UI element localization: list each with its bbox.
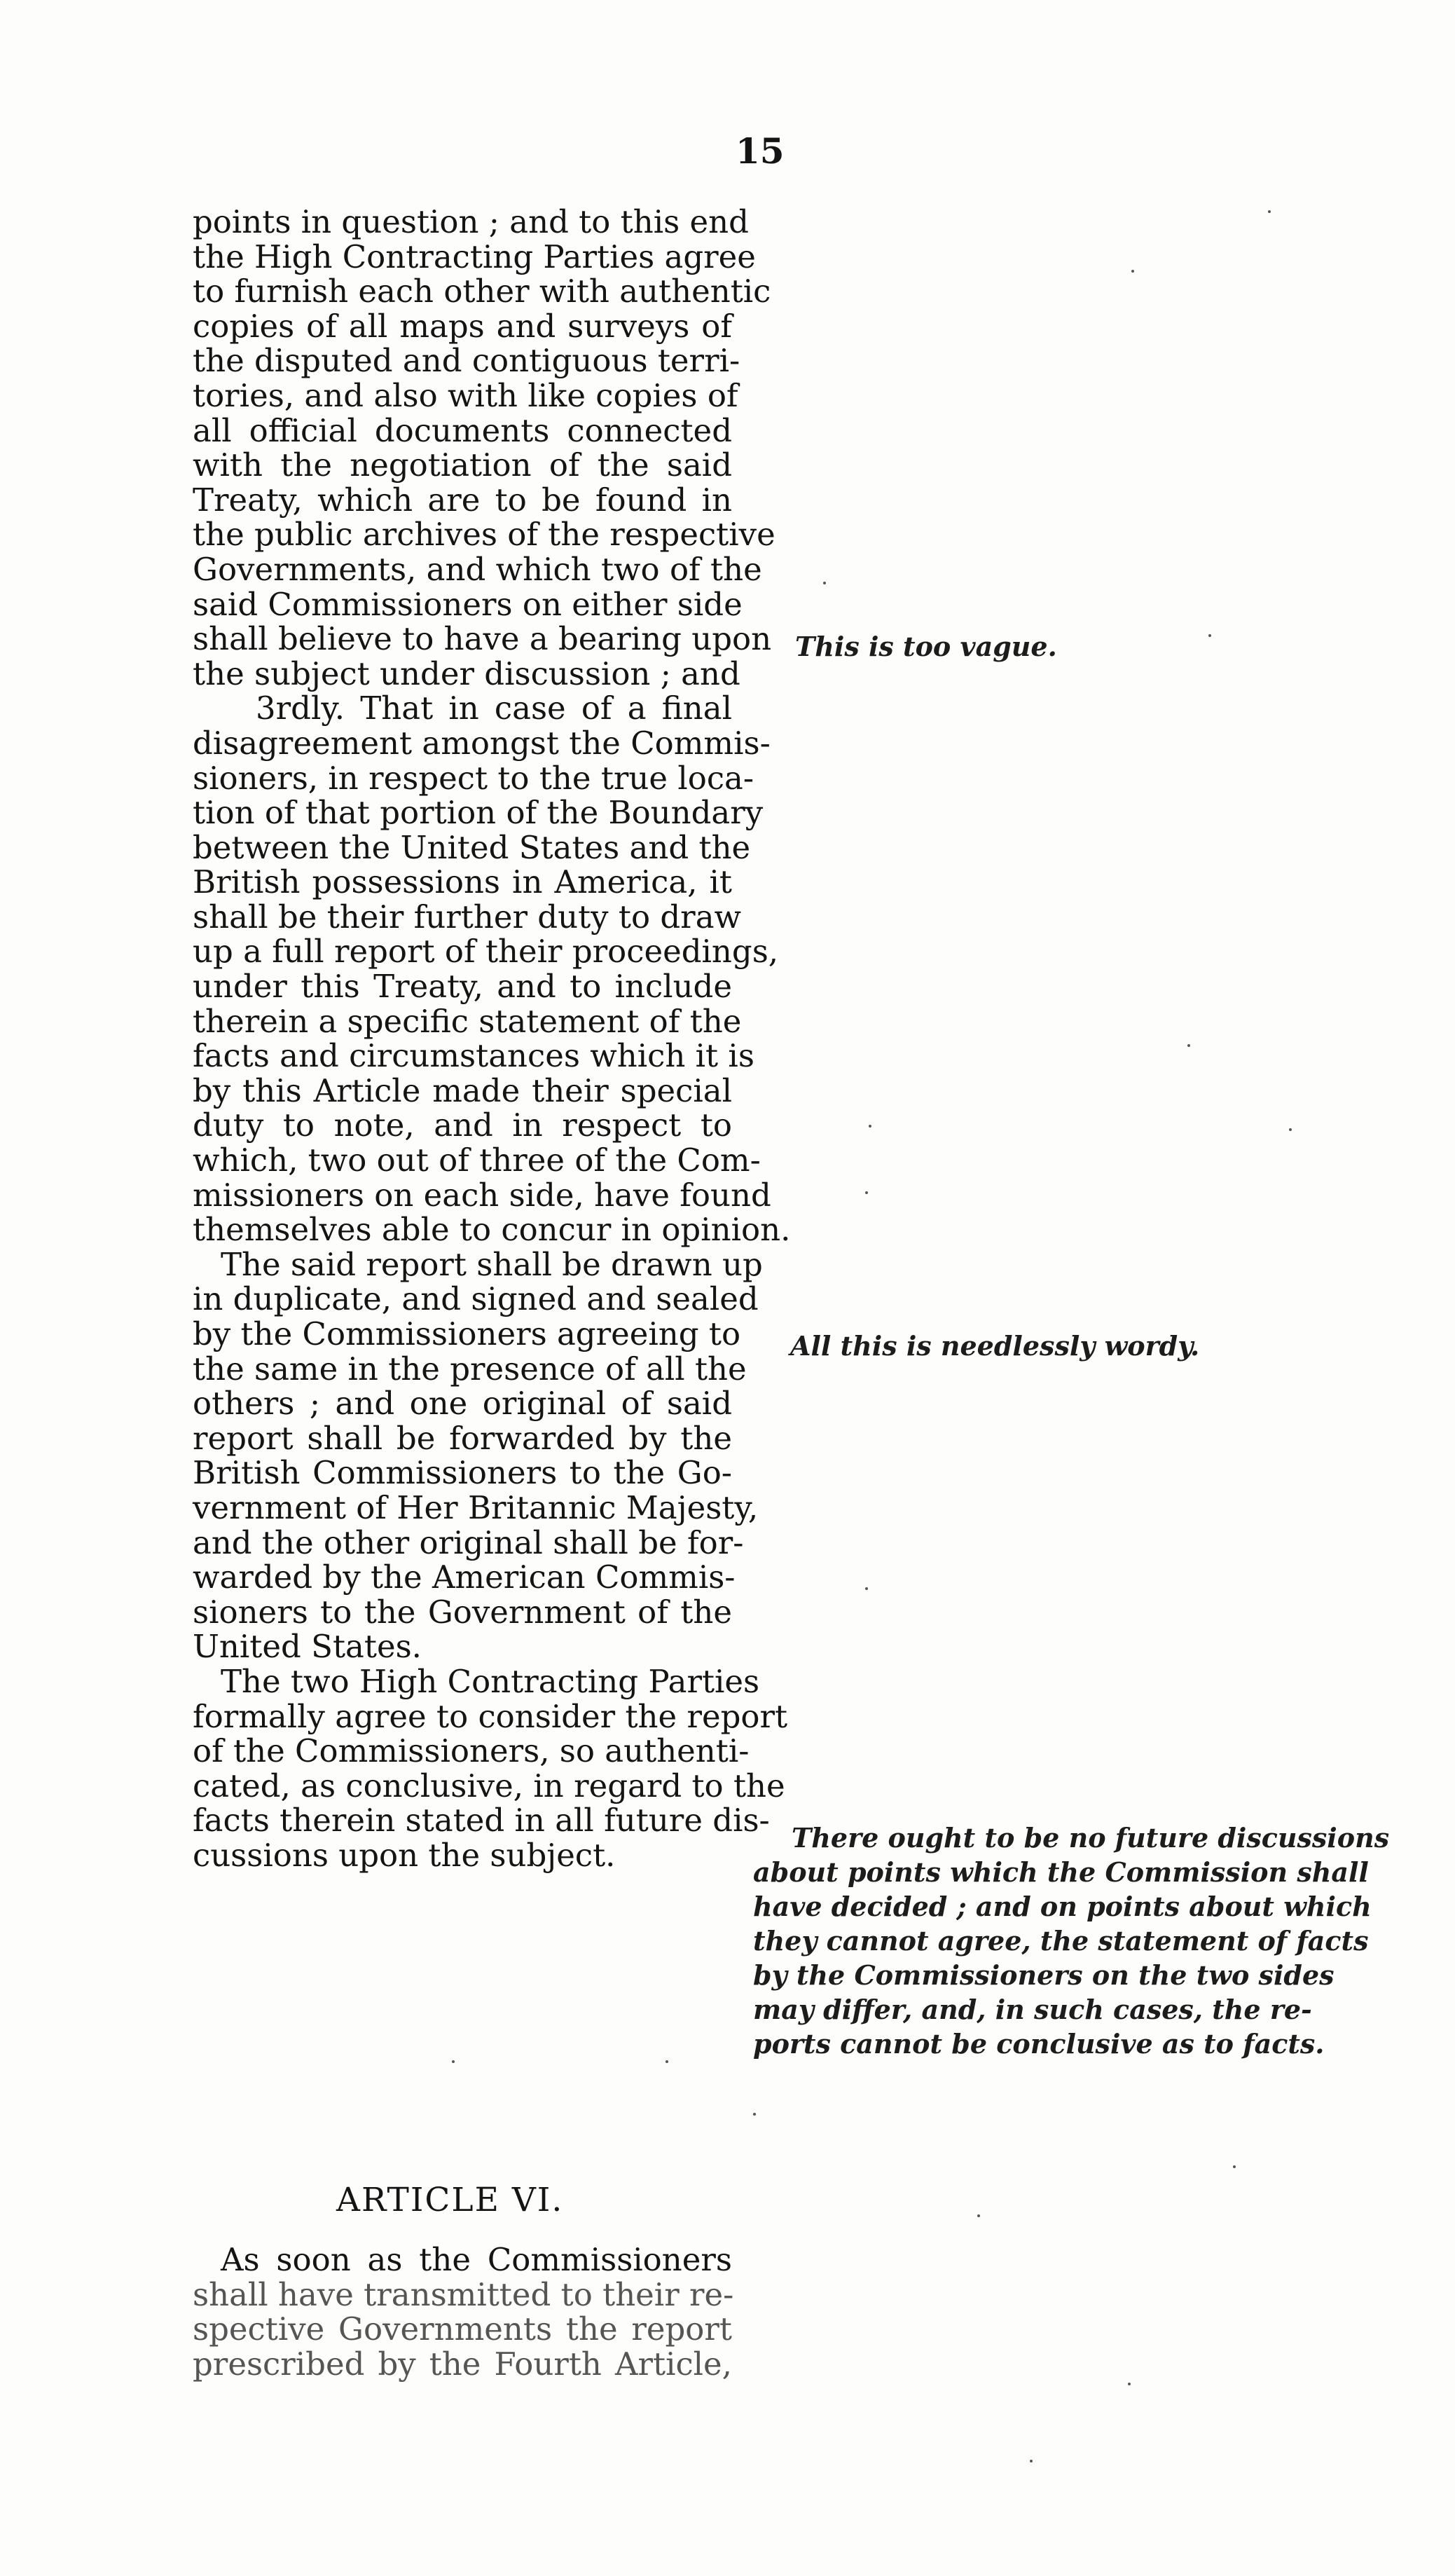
page-number: 15 (736, 130, 785, 172)
margin-note-block (753, 1821, 1390, 2061)
note-line: may differ, and, in such cases, the re- (753, 1994, 1312, 2025)
paper-speck (1268, 210, 1271, 213)
note-line: they cannot agree, the statement of facts (753, 1925, 1369, 1957)
paper-speck (865, 1587, 868, 1590)
text-line: tion of that portion of the Boundary (193, 794, 764, 832)
text-line: spective Governments the report (193, 2310, 732, 2348)
paper-speck (1030, 2460, 1033, 2462)
margin-note: This is too vague. (795, 631, 1057, 662)
text-line: tories, and also with like copies of (193, 376, 738, 414)
paper-speck (1187, 1044, 1190, 1047)
text-line: missioners on each side, have found (193, 1176, 771, 1214)
text-line: copies of all maps and surveys of (193, 307, 732, 345)
note-line: ports cannot be conclusive as to facts. (753, 2028, 1325, 2060)
text-line: cated, as conclusive, in regard to the (193, 1767, 785, 1804)
article-heading: ARTICLE VI. (336, 2181, 564, 2219)
text-line: facts and circumstances which it is (193, 1037, 754, 1075)
text-line: said Commissioners on either side (193, 585, 743, 623)
paper-speck (1128, 2383, 1131, 2385)
text-line: of the Commissioners, so authenti- (193, 1732, 750, 1770)
text-line: United States. (193, 1628, 422, 1666)
text-line: the subject under discussion ; and (193, 655, 740, 692)
text-line: up a full report of their proceedings, (193, 933, 779, 971)
text-line: the disputed and contiguous terri- (193, 342, 740, 380)
paper-speck (1131, 270, 1134, 273)
text-line: in duplicate, and signed and sealed (193, 1280, 759, 1318)
article-text-column (193, 2242, 732, 2381)
paragraph-start-line: The said report shall be drawn up (221, 1245, 763, 1283)
paper-speck (753, 2113, 756, 2116)
text-line: the High Contracting Parties agree (193, 238, 756, 275)
text-line: others ; and one original of said (193, 1385, 732, 1423)
text-line: between the United States and the (193, 828, 751, 866)
text-line: sioners to the Government of the (193, 1593, 732, 1631)
text-line: prescribed by the Fourth Article, (193, 2345, 732, 2383)
text-line: themselves able to concur in opinion. (193, 1211, 791, 1249)
text-line: British possessions in America, it (193, 863, 732, 901)
text-line: to furnish each other with authentic (193, 273, 771, 310)
note-line: about points which the Commission shall (753, 1856, 1369, 1888)
text-line: report shall be forwarded by the (193, 1419, 732, 1457)
paper-speck (869, 1125, 871, 1128)
text-line: warded by the American Commis- (193, 1558, 736, 1596)
text-line: the same in the presence of all the (193, 1350, 747, 1388)
paragraph-start-line: The two High Contracting Parties (221, 1662, 760, 1700)
text-line: duty to note, and in respect to (193, 1107, 732, 1144)
text-line: British Commissioners to the Go- (193, 1454, 732, 1492)
paper-speck (452, 2060, 455, 2063)
text-line: which, two out of three of the Com- (193, 1142, 761, 1179)
text-line: under this Treaty, and to include (193, 968, 732, 1006)
paragraph-start-line: As soon as the Commissioners (221, 2241, 732, 2278)
text-line: vernment of Her Britannic Majesty, (193, 1488, 759, 1526)
text-line: Treaty, which are to be found in (193, 481, 732, 519)
text-line: disagreement amongst the Commis- (193, 724, 771, 762)
text-line: and the other original shall be for- (193, 1523, 744, 1561)
text-line: formally agree to consider the report (193, 1697, 788, 1735)
paragraph-start-line: 3rdly. That in case of a final (256, 690, 732, 727)
note-line: There ought to be no future discussions (792, 1822, 1390, 1854)
paper-speck (1289, 1128, 1292, 1131)
text-line: by the Commissioners agreeing to (193, 1315, 741, 1352)
text-line: by this Article made their special (193, 1071, 732, 1109)
paper-speck (1208, 634, 1211, 637)
text-line: shall believe to have a bearing upon (193, 620, 772, 658)
text-line: with the negotiation of the said (193, 446, 732, 484)
paper-speck (865, 1191, 868, 1194)
note-line: have decided ; and on points about which (753, 1891, 1372, 1922)
text-line: Governments, and which two of the (193, 550, 762, 588)
text-line: facts therein stated in all future dis- (193, 1802, 770, 1839)
text-line: points in question ; and to this end (193, 203, 749, 240)
note-line: by the Commissioners on the two sides (753, 1959, 1335, 1991)
text-line: shall have transmitted to their re- (193, 2275, 734, 2313)
paper-speck (823, 582, 826, 584)
paper-speck (1233, 2165, 1236, 2168)
text-line: cussions upon the subject. (193, 1836, 616, 1874)
text-line: the public archives of the respective (193, 516, 775, 554)
paper-speck (666, 2060, 668, 2063)
text-line: sioners, in respect to the true loca- (193, 759, 754, 797)
main-text-column (193, 203, 791, 1874)
text-line: therein a specific statement of the (193, 1002, 742, 1040)
text-line: all official documents connected (193, 411, 732, 449)
margin-note: All this is needlessly wordy. (790, 1330, 1200, 1362)
text-line: shall be their further duty to draw (193, 898, 742, 936)
paper-speck (977, 2214, 980, 2217)
